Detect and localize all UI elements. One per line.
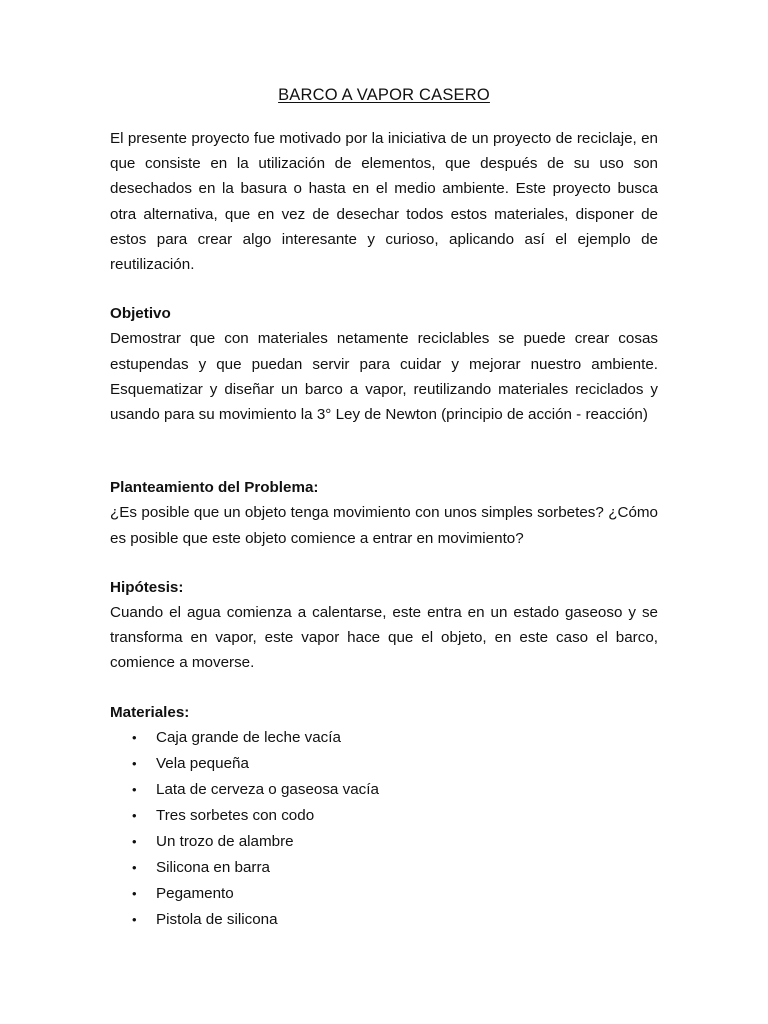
bullet-icon: • bbox=[132, 781, 137, 797]
list-item-label: Pistola de silicona bbox=[156, 910, 278, 928]
list-item bbox=[110, 803, 658, 829]
list-item bbox=[110, 725, 658, 751]
bullet-icon: • bbox=[132, 729, 137, 745]
objetivo-heading: Objetivo bbox=[110, 305, 171, 323]
hipotesis-paragraph: Cuando el agua comienza a calentarse, este entra en un estado gaseoso y se transforma en vapor, este vapor hace que el objeto, en este caso el barco, comience a moverse. bbox=[110, 604, 658, 672]
problema-paragraph: ¿Es posible que un objeto tenga movimiento con unos simples sorbetes? ¿Cómo es posible que este objeto comience a entrar en movimiento? bbox=[110, 504, 658, 547]
list-item bbox=[110, 777, 658, 803]
list-item-label: Caja grande de leche vacía bbox=[156, 728, 341, 746]
list-item-label: Tres sorbetes con codo bbox=[156, 806, 315, 824]
list-item-label: Lata de cerveza o gaseosa vacía bbox=[156, 780, 379, 798]
bullet-icon: • bbox=[132, 911, 137, 927]
intro-paragraph: El presente proyecto fue motivado por la iniciativa de un proyecto de reciclaje, en que consiste en la utilización de elementos, que después de su uso son desechados en la basura o hasta en el medio ambiente. Este proyecto busca otra alternativa, que en vez de desechar todos estos materiales, disponer de estos para crear algo interesante y curioso, aplicando así el ejemplo de reutilización. bbox=[110, 130, 658, 274]
document-title: BARCO A VAPOR CASERO bbox=[278, 86, 490, 104]
list-item-label: Un trozo de alambre bbox=[156, 832, 294, 850]
materials-list bbox=[110, 725, 658, 933]
list-item-label: Silicona en barra bbox=[156, 858, 270, 876]
list-item bbox=[110, 829, 658, 855]
spacer bbox=[110, 427, 658, 475]
objetivo-paragraph: Demostrar que con materiales netamente reciclables se puede crear cosas estupendas y que puedan servir para cuidar y mejorar nuestro ambiente. Esquematizar y diseñar un barco a vapor, reutilizando materiales reciclados y usando para su movimiento la 3° Ley de Newton (principio de acción - reacción) bbox=[110, 330, 658, 424]
spacer bbox=[110, 676, 658, 700]
hipotesis-heading: Hipótesis: bbox=[110, 578, 184, 596]
spacer bbox=[110, 551, 658, 575]
list-item bbox=[110, 751, 658, 777]
bullet-icon: • bbox=[132, 833, 137, 849]
materiales-heading: Materiales: bbox=[110, 703, 190, 721]
problema-heading: Planteamiento del Problema: bbox=[110, 479, 319, 497]
list-item bbox=[110, 855, 658, 881]
spacer bbox=[110, 277, 658, 301]
bullet-icon: • bbox=[132, 885, 137, 901]
bullet-icon: • bbox=[132, 755, 137, 771]
list-item-label: Vela pequeña bbox=[156, 754, 249, 772]
list-item bbox=[110, 881, 658, 907]
bullet-icon: • bbox=[132, 807, 137, 823]
list-item bbox=[110, 907, 658, 933]
list-item-label: Pegamento bbox=[156, 884, 234, 902]
document-page bbox=[110, 83, 658, 933]
bullet-icon: • bbox=[132, 859, 137, 875]
